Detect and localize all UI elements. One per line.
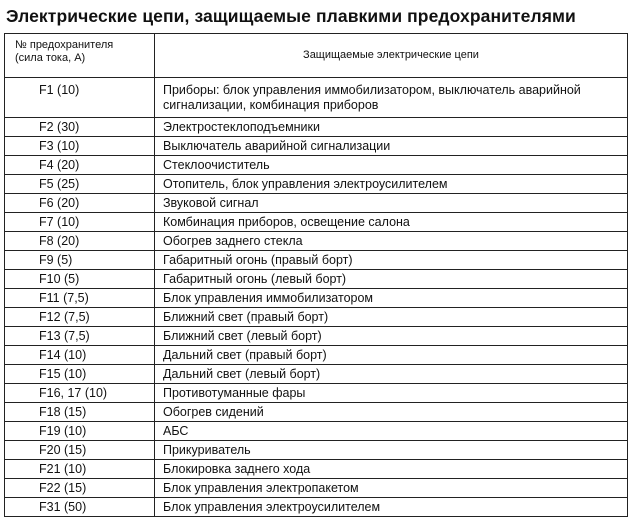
circuit-cell: Обогрев сидений bbox=[155, 403, 628, 422]
fuse-cell: F20 (15) bbox=[5, 441, 155, 460]
fuse-header-line-2: (сила тока, А) bbox=[15, 52, 86, 64]
table-header-row bbox=[5, 34, 628, 78]
circuit-cell: Выключатель аварийной сигнализации bbox=[155, 137, 628, 156]
table-row bbox=[5, 194, 628, 213]
table-row bbox=[5, 460, 628, 479]
fuse-cell: F9 (5) bbox=[5, 251, 155, 270]
fuse-cell: F16, 17 (10) bbox=[5, 384, 155, 403]
table-row bbox=[5, 327, 628, 346]
fuse-column-header bbox=[5, 34, 155, 78]
fuse-cell: F10 (5) bbox=[5, 270, 155, 289]
table-row bbox=[5, 365, 628, 384]
fuse-cell: F13 (7,5) bbox=[5, 327, 155, 346]
table-row bbox=[5, 251, 628, 270]
fuse-table-body bbox=[5, 78, 628, 517]
circuit-cell: Ближний свет (левый борт) bbox=[155, 327, 628, 346]
fuse-cell: F14 (10) bbox=[5, 346, 155, 365]
fuse-cell: F8 (20) bbox=[5, 232, 155, 251]
circuit-cell: АБС bbox=[155, 422, 628, 441]
fuse-cell: F11 (7,5) bbox=[5, 289, 155, 308]
table-row bbox=[5, 384, 628, 403]
fuse-cell: F7 (10) bbox=[5, 213, 155, 232]
table-row bbox=[5, 232, 628, 251]
fuse-cell: F21 (10) bbox=[5, 460, 155, 479]
fuse-cell: F6 (20) bbox=[5, 194, 155, 213]
circuit-cell: Противотуманные фары bbox=[155, 384, 628, 403]
table-row bbox=[5, 270, 628, 289]
fuse-cell: F2 (30) bbox=[5, 118, 155, 137]
table-row bbox=[5, 498, 628, 517]
fuse-cell: F18 (15) bbox=[5, 403, 155, 422]
fuse-cell: F3 (10) bbox=[5, 137, 155, 156]
table-row bbox=[5, 175, 628, 194]
table-row bbox=[5, 308, 628, 327]
fuse-cell: F1 (10) bbox=[5, 78, 155, 118]
fuse-cell: F12 (7,5) bbox=[5, 308, 155, 327]
fuse-cell: F19 (10) bbox=[5, 422, 155, 441]
circuit-cell: Габаритный огонь (левый борт) bbox=[155, 270, 628, 289]
table-row bbox=[5, 289, 628, 308]
table-row bbox=[5, 78, 628, 118]
table-row bbox=[5, 441, 628, 460]
circuit-column-header: Защищаемые электрические цепи bbox=[155, 34, 628, 78]
circuit-cell: Комбинация приборов, освещение салона bbox=[155, 213, 628, 232]
circuit-cell: Электростеклоподъемники bbox=[155, 118, 628, 137]
fuse-cell: F4 (20) bbox=[5, 156, 155, 175]
circuit-cell: Блок управления иммобилизатором bbox=[155, 289, 628, 308]
circuit-cell: Обогрев заднего стекла bbox=[155, 232, 628, 251]
circuit-cell: Дальний свет (левый борт) bbox=[155, 365, 628, 384]
fuse-header-line-1: № предохранителя bbox=[15, 39, 114, 51]
circuit-cell: Блокировка заднего хода bbox=[155, 460, 628, 479]
circuit-cell: Отопитель, блок управления электроусилителем bbox=[155, 175, 628, 194]
table-row bbox=[5, 422, 628, 441]
circuit-cell: Ближний свет (правый борт) bbox=[155, 308, 628, 327]
table-row bbox=[5, 346, 628, 365]
circuit-cell: Звуковой сигнал bbox=[155, 194, 628, 213]
fuse-cell: F22 (15) bbox=[5, 479, 155, 498]
fuse-table bbox=[4, 33, 628, 517]
circuit-cell: Габаритный огонь (правый борт) bbox=[155, 251, 628, 270]
circuit-cell: Блок управления электроусилителем bbox=[155, 498, 628, 517]
page-title: Электрические цепи, защищаемые плавкими предохранителями bbox=[6, 6, 576, 26]
circuit-cell: Прикуриватель bbox=[155, 441, 628, 460]
table-row bbox=[5, 479, 628, 498]
circuit-cell: Приборы: блок управления иммобилизатором, выключатель аварийной сигнализации, комбинация приборов bbox=[155, 78, 628, 118]
table-row bbox=[5, 137, 628, 156]
table-row bbox=[5, 213, 628, 232]
table-row bbox=[5, 156, 628, 175]
fuse-cell: F15 (10) bbox=[5, 365, 155, 384]
circuit-cell: Блок управления электропакетом bbox=[155, 479, 628, 498]
table-row bbox=[5, 403, 628, 422]
fuse-cell: F31 (50) bbox=[5, 498, 155, 517]
table-row bbox=[5, 118, 628, 137]
circuit-cell: Дальний свет (правый борт) bbox=[155, 346, 628, 365]
circuit-cell: Стеклоочиститель bbox=[155, 156, 628, 175]
fuse-cell: F5 (25) bbox=[5, 175, 155, 194]
